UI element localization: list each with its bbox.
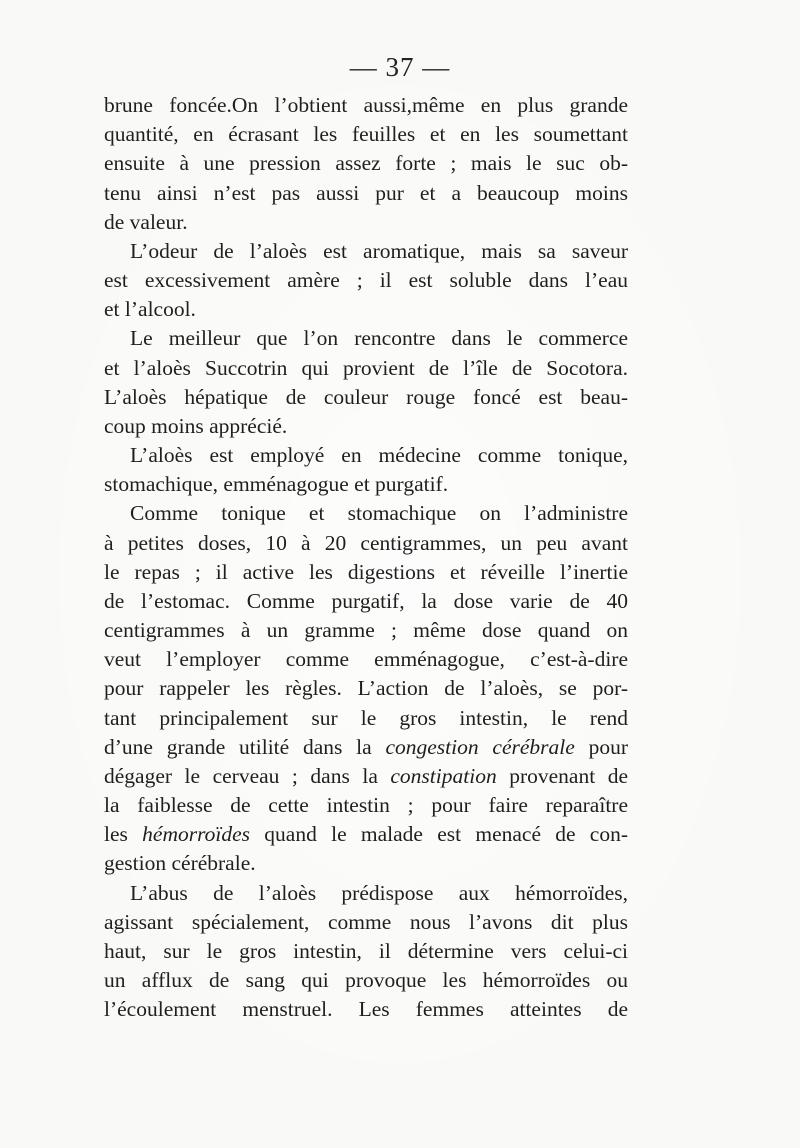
page-number: — 37 —	[349, 52, 451, 82]
text-line: coup moins apprécié.	[104, 413, 288, 438]
text-run: pour	[574, 734, 628, 759]
text-line: centigrammes à un gramme ; même dose quand on	[104, 618, 628, 643]
text-line: L’odeur de l’aloès est aromatique, mais sa saveur	[130, 238, 628, 263]
text-run: quand le malade est menacé de con-	[250, 822, 629, 847]
text-line: L’abus de l’aloès prédispose aux hémorroïdes,	[130, 880, 628, 905]
text-line: et l’alcool.	[104, 297, 196, 322]
text-run: dégager le cerveau ; dans la	[104, 763, 391, 788]
text-line: un afflux de sang qui provoque les hémorroïdes ou	[104, 968, 628, 993]
text-line: le repas ; il active les digestions et réveille l’inertie	[104, 559, 628, 584]
italic-term: congestion cérébrale	[385, 734, 575, 759]
text-line: agissant spécialement, comme nous l’avons dit plus	[104, 909, 628, 934]
text-line: Comme tonique et stomachique on l’administre	[130, 501, 628, 526]
text-line: Le meilleur que l’on rencontre dans le commerce	[130, 326, 628, 351]
text-run: provenant de	[496, 763, 628, 788]
text-line: haut, sur le gros intestin, il détermine vers celui-ci	[104, 938, 628, 963]
text-line: pour rappeler les règles. L’action de l’aloès, se por-	[104, 676, 628, 701]
text-line: quantité, en écrasant les feuilles et en les soumettant	[104, 122, 628, 147]
text-line: veut l’employer comme emménagogue, c’est-à-dire	[104, 647, 628, 672]
text-line	[104, 762, 628, 791]
text-line: à petites doses, 10 à 20 centigrammes, un peu avant	[104, 530, 628, 555]
text-line: tenu ainsi n’est pas aussi pur et a beaucoup moins	[104, 180, 628, 205]
text-line: L’aloès hépatique de couleur rouge foncé est beau-	[104, 384, 628, 409]
text-line: stomachique, emménagogue et purgatif.	[104, 472, 449, 497]
text-line: ensuite à une pression assez forte ; mais le suc ob-	[104, 151, 628, 176]
text-line: brune foncée.On l’obtient aussi,même en plus grande	[104, 93, 628, 117]
text-line: de valeur.	[104, 209, 188, 234]
text-run: d’une grande utilité dans la	[104, 734, 386, 759]
text-run: les	[104, 822, 143, 847]
text-line: tant principalement sur le gros intestin, le rend	[104, 705, 628, 730]
text-line: L’aloès est employé en médecine comme tonique,	[130, 443, 628, 468]
text-line	[104, 820, 628, 849]
italic-term: hémorroïdes	[142, 822, 251, 847]
text-line	[104, 733, 628, 762]
text-line: et l’aloès Succotrin qui provient de l’île de Socotora.	[104, 355, 628, 380]
text-line: gestion cérébrale.	[104, 851, 256, 876]
text-line: l’écoulement menstruel. Les femmes atteintes de	[104, 997, 628, 1022]
text-line: de l’estomac. Comme purgatif, la dose varie de 40	[104, 588, 628, 613]
italic-term: constipation	[390, 763, 497, 788]
text-line: est excessivement amère ; il est soluble dans l’eau	[104, 268, 628, 293]
text-line: la faiblesse de cette intestin ; pour faire reparaître	[104, 793, 628, 818]
body-text	[104, 91, 628, 1025]
